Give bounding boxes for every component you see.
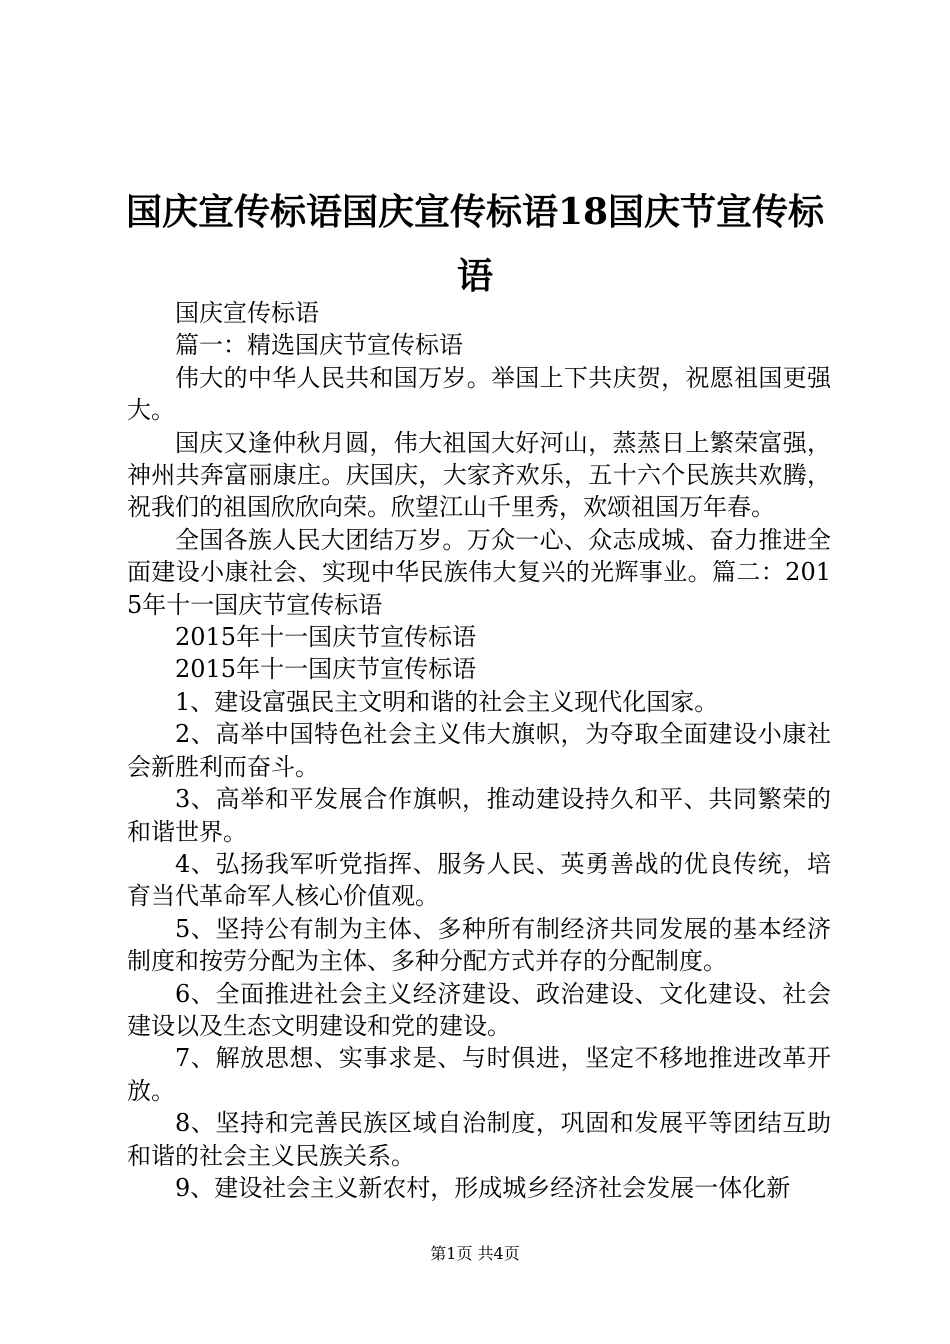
paragraph: 3、高举和平发展合作旗帜，推动建设持久和平、共同繁荣的和谐世界。 bbox=[127, 785, 831, 846]
paragraph: 篇一：精选国庆节宣传标语 bbox=[175, 331, 463, 360]
paragraph: 全国各族人民大团结万岁。万众一心、众志成城、奋力推进全面建设小康社会、实现中华民族伟大复兴的光辉事业。篇二：2015年十一国庆节宣传标语 bbox=[127, 525, 831, 619]
paragraph: 5、坚持公有制为主体、多种所有制经济共同发展的基本经济制度和按劳分配为主体、多种分配方式并存的分配制度。 bbox=[127, 914, 831, 976]
paragraph: 4、弘扬我军听党指挥、服务人民、英勇善战的优良传统，培育当代革命军人核心价值观。 bbox=[127, 849, 831, 911]
paragraph: 2015年十一国庆节宣传标语 bbox=[175, 623, 477, 652]
page-number: 第1页 共4页 bbox=[430, 1244, 520, 1263]
paragraph: 伟大的中华人民共和国万岁。举国上下共庆贺，祝愿祖国更强大。 bbox=[127, 363, 831, 425]
paragraph: 2015年十一国庆节宣传标语 bbox=[175, 655, 477, 684]
paragraph: 8、坚持和完善民族区域自治制度，巩固和发展平等团结互助和谐的社会主义民族关系。 bbox=[127, 1109, 831, 1170]
paragraph: 国庆宣传标语 bbox=[175, 299, 319, 327]
document-body bbox=[127, 297, 831, 1204]
paragraph: 6、全面推进社会主义经济建设、政治建设、文化建设、社会建设以及生态文明建设和党的建设。 bbox=[127, 979, 831, 1040]
paragraph: 7、解放思想、实事求是、与时俱进，坚定不移地推进改革开放。 bbox=[127, 1044, 831, 1105]
page-footer bbox=[0, 1244, 950, 1264]
paragraph: 9、建设社会主义新农村，形成城乡经济社会发展一体化新 bbox=[175, 1173, 791, 1202]
paragraph: 国庆又逢仲秋月圆，伟大祖国大好河山，蒸蒸日上繁荣富强，神州共奔富丽康庄。庆国庆，大家齐欢乐，五十六个民族共欢腾，祝我们的祖国欣欣向荣。欣望江山千里秀，欢颂祖国万年春。 bbox=[127, 428, 831, 522]
paragraph: 1、建设富强民主文明和谐的社会主义现代化国家。 bbox=[175, 687, 719, 716]
document-title: 国庆宣传标语国庆宣传标语18国庆节宣传标语 bbox=[125, 191, 825, 297]
paragraph: 2、高举中国特色社会主义伟大旗帜，为夺取全面建设小康社会新胜利而奋斗。 bbox=[127, 720, 831, 781]
